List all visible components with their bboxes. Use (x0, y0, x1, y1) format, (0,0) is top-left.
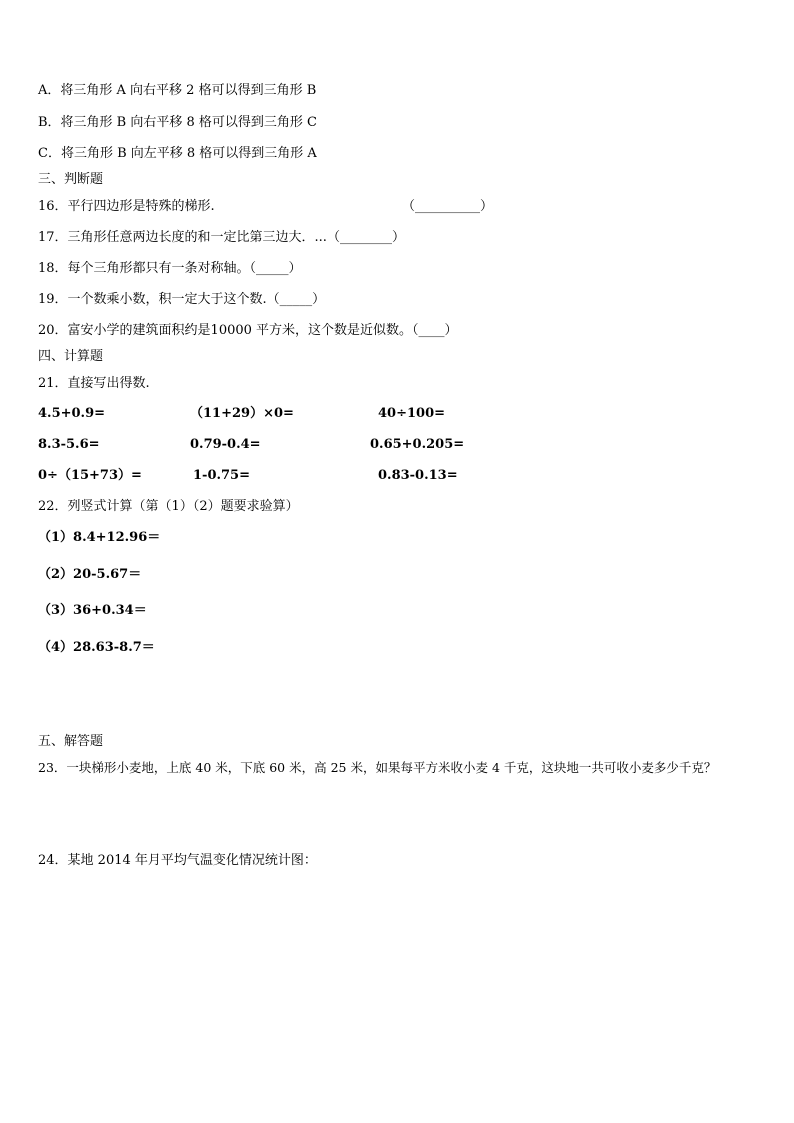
question-22-title: 22．列竖式计算（第（1）（2）题要求验算） (38, 499, 299, 514)
calc-item: 40÷100= (378, 406, 446, 421)
calc-item: 4.5+0.9= (38, 406, 106, 421)
calc-item: （11+29）×0= (190, 406, 294, 421)
vertical-calc-item: （4）28.63-8.7＝ (38, 640, 155, 655)
question-17: 17．三角形任意两边长度的和一定比第三边大．...（________） (38, 230, 405, 245)
vertical-calc-item: （2）20-5.67＝ (38, 567, 142, 582)
calc-item: 0.65+0.205= (370, 437, 465, 452)
section-title-judge: 三、判断题 (38, 172, 104, 187)
question-19: 19．一个数乘小数，积一定大于这个数.（_____） (38, 292, 326, 307)
option-b: B．将三角形 B 向右平移 8 格可以得到三角形 C (38, 115, 317, 130)
question-18: 18．每个三角形都只有一条对称轴。（_____） (38, 261, 302, 276)
vertical-calc-item: （3）36+0.34＝ (38, 603, 147, 618)
option-c: C．将三角形 B 向左平移 8 格可以得到三角形 A (38, 146, 317, 161)
calc-item: 1-0.75= (193, 468, 250, 483)
question-24: 24．某地 2014 年月平均气温变化情况统计图： (38, 853, 317, 868)
calc-item: 8.3-5.6= (38, 437, 100, 452)
calc-item: 0.79-0.4= (190, 437, 261, 452)
vertical-calc-item: （1）8.4+12.96＝ (38, 530, 161, 545)
question-16-blank: （__________） (402, 199, 494, 214)
question-23: 23．一块梯形小麦地，上底 40 米，下底 60 米，高 25 米，如果每平方米收小麦 4 千克，这块地一共可收小麦多少千克？ (38, 760, 717, 775)
calc-item: 0.83-0.13= (378, 468, 458, 483)
question-20: 20．富安小学的建筑面积约是10000 平方米，这个数是近似数。（____） (38, 323, 458, 338)
section-title-solve: 五、解答题 (38, 734, 104, 749)
question-16: 16．平行四边形是特殊的梯形. (38, 199, 215, 214)
section-title-calc: 四、计算题 (38, 349, 104, 364)
question-21-title: 21．直接写出得数. (38, 376, 150, 391)
option-a: A．将三角形 A 向右平移 2 格可以得到三角形 B (38, 83, 317, 98)
calc-item: 0÷（15+73）= (38, 468, 142, 483)
